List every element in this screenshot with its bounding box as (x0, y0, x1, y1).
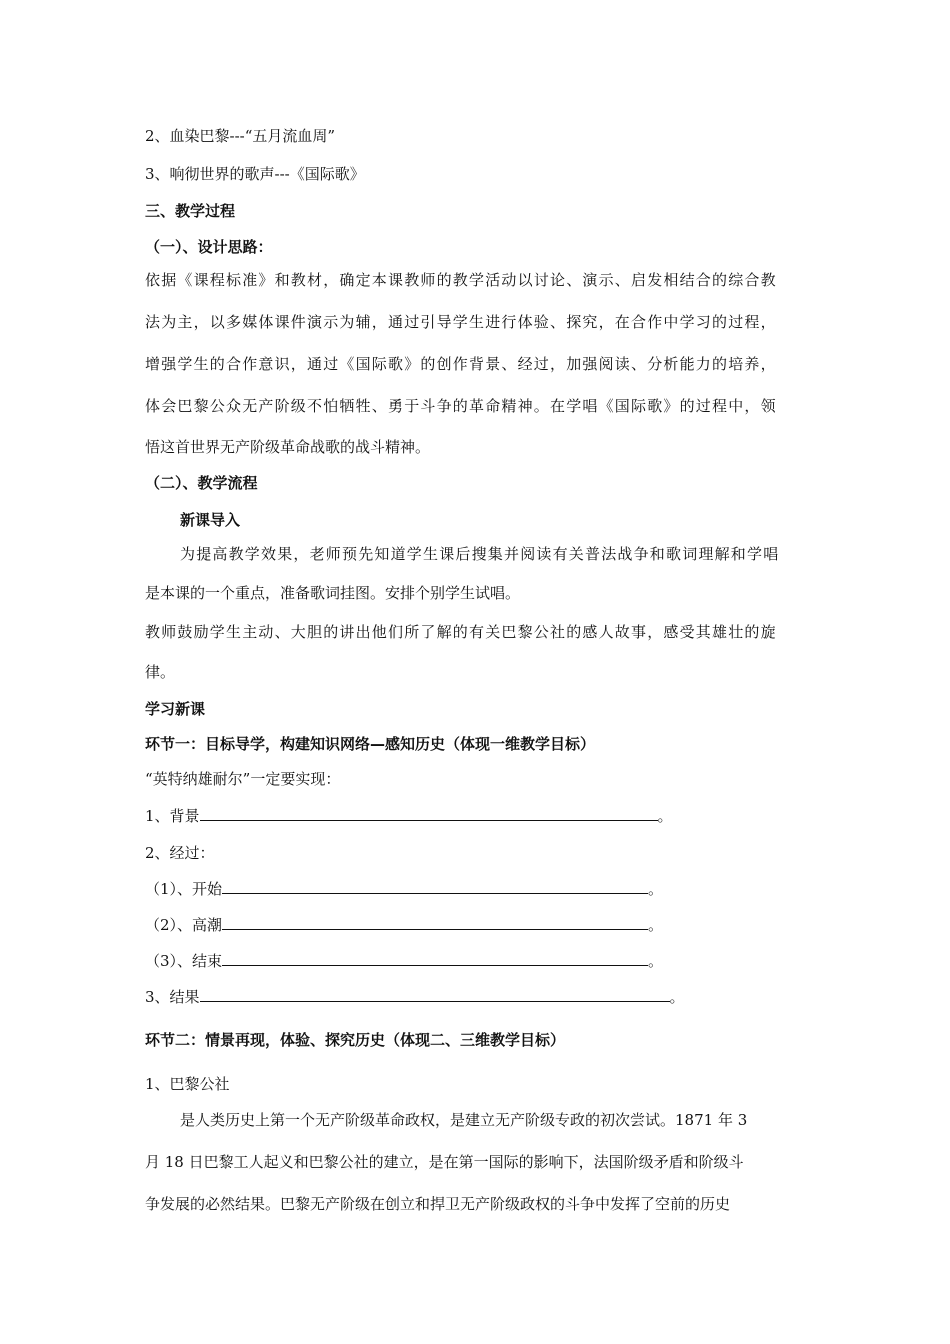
blank-result (145, 987, 685, 1007)
subsection-title-design: （一）、设计思路： (145, 238, 273, 256)
learn-new-lesson-title: 学习新课 (145, 700, 206, 718)
commune-title: 1、巴黎公社 (145, 1075, 230, 1093)
subsection-title-flow: （二）、教学流程 (145, 474, 258, 492)
intro-paragraph-line: 是本课的一个重点，准备歌词挂图。安排个别学生试唱。 (145, 584, 521, 602)
design-paragraph-line: 依据《课程标准》和教材，确定本课教师的教学活动以讨论、演示、启发相结合的综合教 (145, 271, 777, 289)
intro-paragraph-line: 教师鼓励学生主动、大胆的讲出他们所了解的有关巴黎公社的感人故事，感受其雄壮的旋 (145, 623, 777, 641)
intro-paragraph-line: 律。 (145, 663, 176, 681)
fill-line[interactable] (222, 879, 648, 894)
blank-label: （3）、结束 (145, 952, 223, 970)
fill-line[interactable] (200, 987, 670, 1002)
intro-title: 新课导入 (180, 511, 241, 529)
blank-end (145, 951, 663, 971)
fill-line[interactable] (222, 915, 648, 930)
blank-process-label: 2、经过： (145, 844, 215, 862)
period: 。 (648, 952, 664, 970)
step2-title: 环节二：情景再现，体验、探究历史（体现二、三维教学目标） (145, 1031, 566, 1049)
fill-line[interactable] (222, 951, 648, 966)
blank-start (145, 879, 663, 899)
step1-title: 环节一：目标导学，构建知识网络—感知历史（体现一维教学目标） (145, 735, 596, 753)
commune-paragraph-line: 是人类历史上第一个无产阶级革命政权，是建立无产阶级专政的初次尝试。1871 年 3 (180, 1111, 748, 1129)
commune-paragraph-line: 月 18 日巴黎工人起义和巴黎公社的建立，是在第一国际的影响下，法国阶级矛盾和阶级斗 (145, 1153, 744, 1171)
period: 。 (648, 880, 664, 898)
list-item-3: 3、响彻世界的歌声---《国际歌》 (145, 165, 365, 183)
step1-lead: “英特纳雄耐尔”一定要实现： (145, 770, 341, 788)
design-paragraph-line: 体会巴黎公众无产阶级不怕牺牲、勇于斗争的革命精神。在学唱《国际歌》的过程中，领 (145, 397, 777, 415)
design-paragraph-line: 增强学生的合作意识，通过《国际歌》的创作背景、经过，加强阅读、分析能力的培养， (145, 355, 777, 373)
period: 。 (657, 807, 673, 825)
intro-paragraph-line: 为提高教学效果，老师预先知道学生课后搜集并阅读有关普法战争和歌词理解和学唱 (180, 545, 780, 563)
blank-background (145, 806, 673, 826)
period: 。 (669, 988, 685, 1006)
commune-paragraph-line: 争发展的必然结果。巴黎无产阶级在创立和捍卫无产阶级政权的斗争中发挥了空前的历史 (145, 1195, 731, 1213)
design-paragraph-line: 悟这首世界无产阶级革命战歌的战斗精神。 (145, 438, 431, 456)
blank-label: 3、结果 (145, 988, 200, 1006)
design-paragraph-line: 法为主，以多媒体课件演示为辅，通过引导学生进行体验、探究，在合作中学习的过程， (145, 313, 777, 331)
period: 。 (648, 916, 664, 934)
blank-label: （2）、高潮 (145, 916, 223, 934)
list-item-2: 2、血染巴黎---“五月流血周” (145, 127, 336, 145)
blank-label: （1）、开始 (145, 880, 223, 898)
fill-line[interactable] (200, 806, 658, 821)
blank-climax (145, 915, 663, 935)
blank-label: 1、背景 (145, 807, 200, 825)
section-title-teaching-process: 三、教学过程 (145, 202, 236, 220)
